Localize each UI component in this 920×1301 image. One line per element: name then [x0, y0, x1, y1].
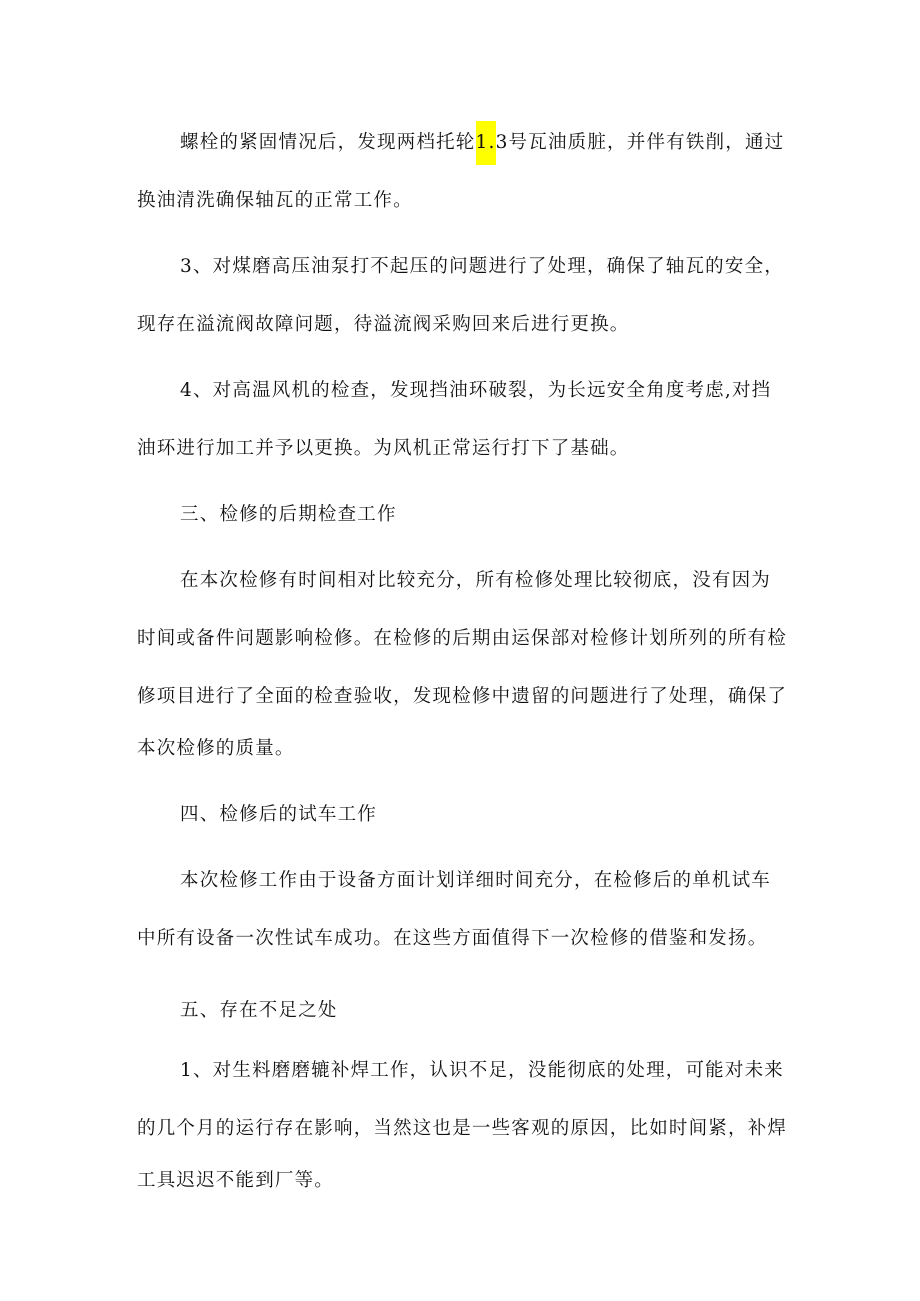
paragraph-line: 3、对煤磨高压油泵打不起压的问题进行了处理，确保了轴瓦的安全，: [180, 256, 784, 277]
paragraph-line: 油环进行加工并予以更换。为风机正常运行打下了基础。: [137, 438, 630, 459]
paragraph-line: 1、对生料磨磨辘补焊工作，认识不足，没能彻底的处理，可能对未来: [180, 1060, 784, 1081]
paragraph-line: 工具迟迟不能到厂等。: [137, 1170, 335, 1191]
paragraph-line: 在本次检修有时间相对比较充分，所有检修处理比较彻底，没有因为: [180, 570, 772, 591]
highlighted-text: 1.: [476, 121, 496, 165]
section-heading: 四、检修后的试车工作: [180, 804, 378, 825]
paragraph-line: 修项目进行了全面的检查验收，发现检修中遗留的问题进行了处理，确保了: [137, 686, 788, 707]
paragraph-line: 换油清洗确保轴瓦的正常工作。: [137, 190, 413, 211]
paragraph-line: [180, 131, 797, 155]
paragraph-line: 现存在溢流阀故障问题，待溢流阀采购回来后进行更换。: [137, 314, 630, 335]
paragraph-line: 4、对高温风机的检查，发现挡油环破裂，为长远安全角度考虑,对挡: [180, 380, 772, 401]
paragraph-line: 本次检修工作由于设备方面计划详细时间充分，在检修后的单机试车: [180, 870, 772, 891]
paragraph-line: 中所有设备一次性试车成功。在这些方面值得下一次检修的借鉴和发扬。: [137, 928, 768, 949]
text-run: 3号瓦油质脏，并伴有铁削，通过: [495, 132, 785, 153]
paragraph-line: 的几个月的运行存在影响，当然这也是一些客观的原因，比如时间紧，补焊: [137, 1118, 788, 1139]
section-heading: 三、检修的后期检查工作: [180, 504, 397, 525]
section-heading: 五、存在不足之处: [180, 1000, 338, 1021]
paragraph-line: 本次检修的质量。: [137, 738, 295, 759]
paragraph-line: 时间或备件问题影响检修。在检修的后期由运保部对检修计划所列的所有检: [137, 628, 788, 649]
text-run: 螺栓的紧固情况后，发现两档托轮: [180, 132, 476, 153]
